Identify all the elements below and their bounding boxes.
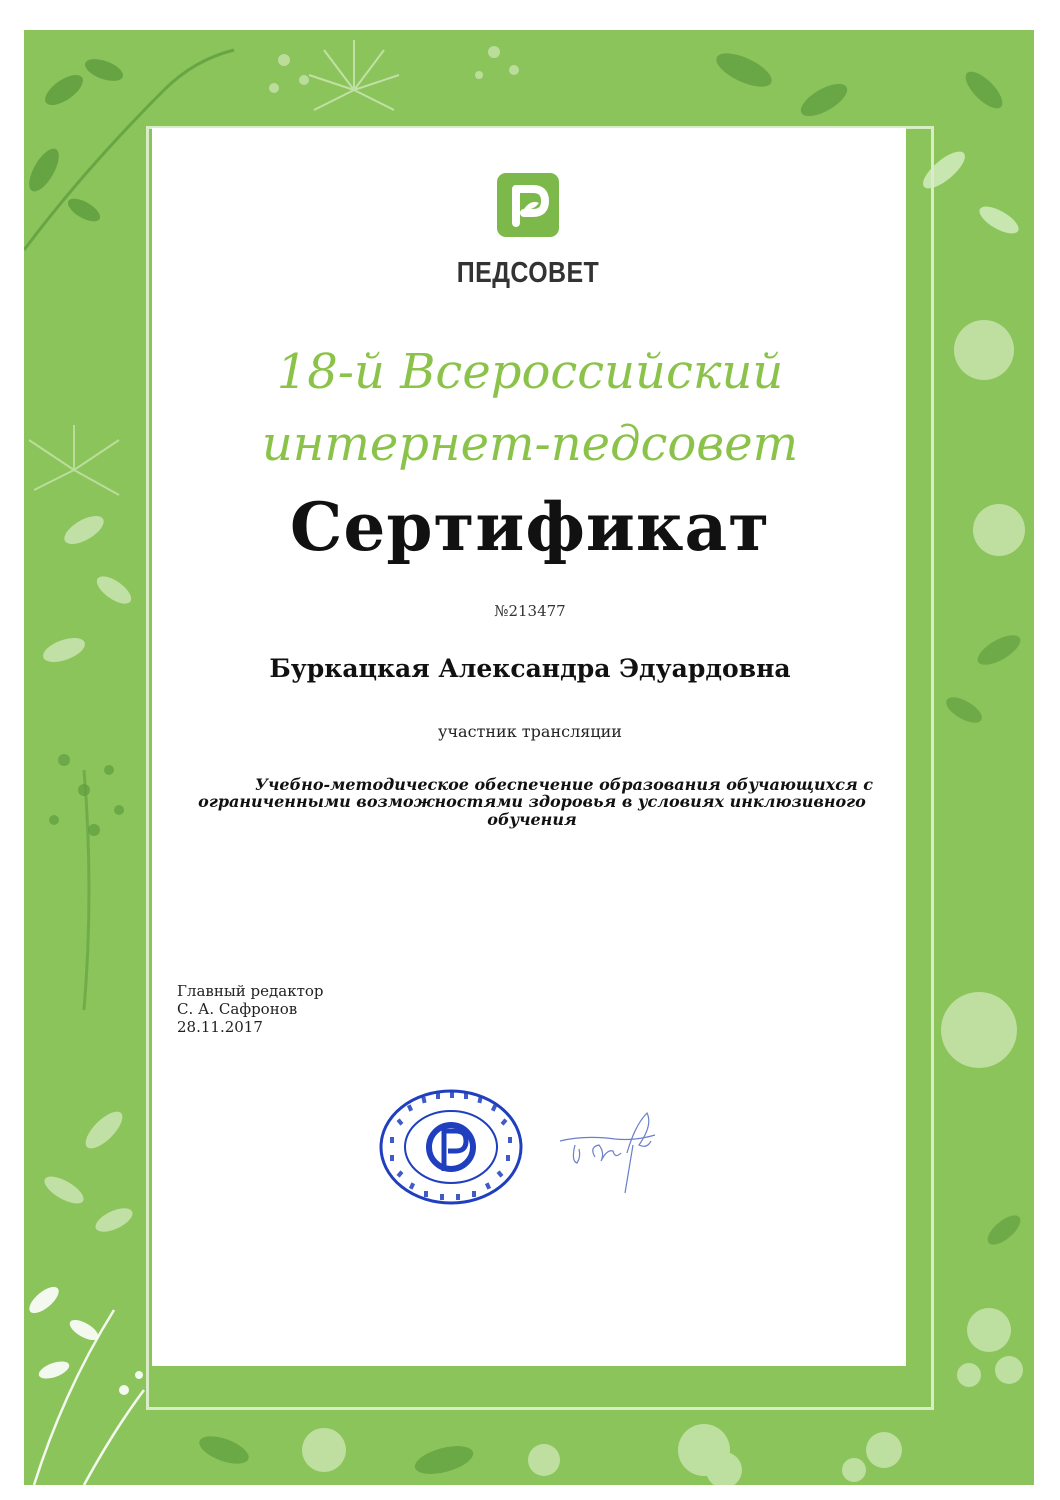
pedsovet-leaf-p-logo-icon bbox=[497, 173, 559, 237]
signatory-name: С. А. Сафронов bbox=[177, 1000, 298, 1018]
signatory-date: 28.11.2017 bbox=[177, 1018, 263, 1036]
certificate-number: №213477 bbox=[494, 602, 566, 620]
certificate-panel bbox=[152, 128, 906, 1366]
handwritten-signature-icon bbox=[555, 1105, 665, 1199]
event-topic: Учебно-методическое обеспечение образования обучающихся с ограниченными возможностями здоровья в условиях инклюзивного обучения bbox=[198, 775, 873, 829]
certificate-title: Сертификат bbox=[289, 488, 771, 566]
signatory-block bbox=[177, 982, 324, 1036]
recipient-role: участник трансляции bbox=[438, 722, 622, 741]
brand-name: ПЕДСОВЕТ bbox=[456, 257, 600, 289]
event-title-line2: интернет-педсовет bbox=[261, 416, 799, 472]
event-title-line1: 18-й Всероссийский bbox=[276, 344, 784, 400]
recipient-name: Буркацкая Александра Эдуардовна bbox=[269, 654, 791, 683]
signatory-position: Главный редактор bbox=[177, 982, 324, 1000]
official-seal-icon bbox=[376, 1087, 526, 1211]
